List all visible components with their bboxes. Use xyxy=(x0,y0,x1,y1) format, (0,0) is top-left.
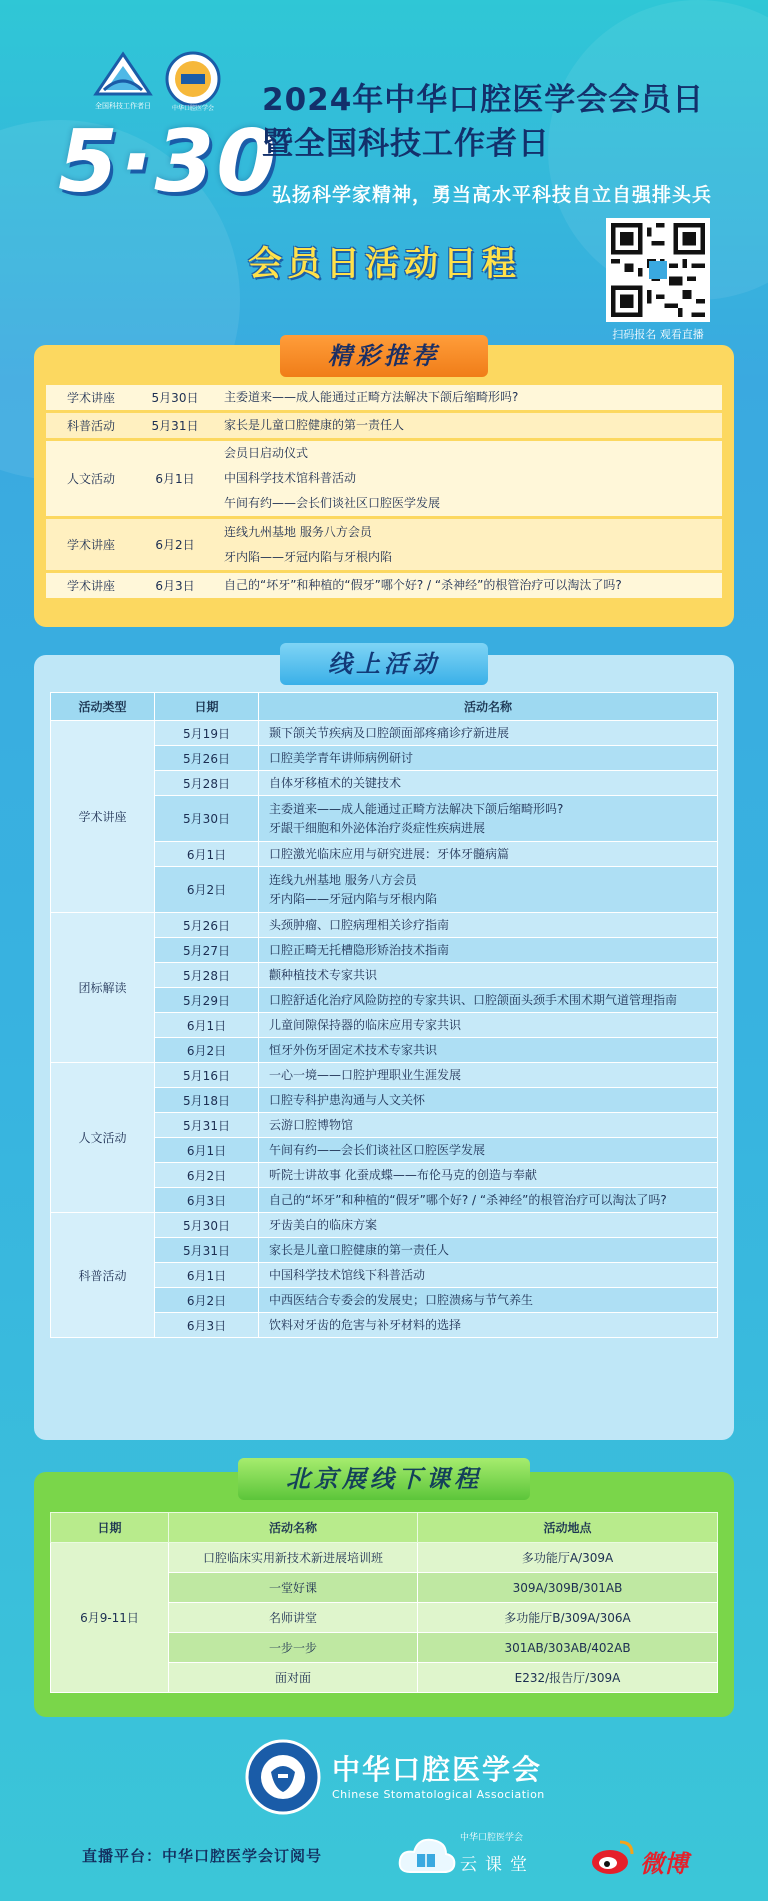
activity-name-cell xyxy=(259,1088,718,1113)
activity-date: 6月3日 xyxy=(155,1188,259,1213)
activity-date: 6月1日 xyxy=(136,440,214,518)
course-location: 301AB/303AB/402AB xyxy=(418,1633,718,1663)
table-row xyxy=(51,1543,718,1573)
activity-name: 主委道来——成人能通过正畸方法解决下颌后缩畸形吗? xyxy=(269,801,564,816)
activity-name-cell xyxy=(259,1138,718,1163)
science-workers-day-logo xyxy=(90,50,156,112)
featured-row xyxy=(46,440,722,518)
activity-date: 5月30日 xyxy=(155,1213,259,1238)
activity-name: 口腔正畸无托槽隐形矫治技术指南 xyxy=(269,942,450,957)
featured-table xyxy=(46,385,722,601)
activity-name-cell xyxy=(214,518,722,572)
column-header-type: 活动类型 xyxy=(51,693,155,721)
activity-name-cell xyxy=(259,746,718,771)
activity-date: 5月30日 xyxy=(155,796,259,842)
activity-name-cell xyxy=(259,867,718,913)
activity-date: 5月18日 xyxy=(155,1088,259,1113)
featured-title: 精彩推荐 xyxy=(280,335,488,377)
live-platform-text: 直播平台：中华口腔医学会订阅号 xyxy=(82,1847,323,1865)
activity-name-cell xyxy=(259,721,718,746)
course-name: 名师讲堂 xyxy=(169,1603,418,1633)
activity-name-cell xyxy=(259,842,718,867)
activity-name-cell xyxy=(259,1113,718,1138)
activity-name: 中国科学技术馆线下科普活动 xyxy=(269,1267,426,1282)
activity-date: 5月31日 xyxy=(136,412,214,440)
activity-category: 科普活动 xyxy=(51,1213,155,1338)
svg-text:全国科技工作者日: 全国科技工作者日 xyxy=(95,102,151,110)
qr-code-icon xyxy=(611,223,705,317)
activity-name-cell xyxy=(259,988,718,1013)
activity-date: 5月26日 xyxy=(155,746,259,771)
activity-name-cell xyxy=(214,440,722,518)
course-location: 309A/309B/301AB xyxy=(418,1573,718,1603)
activity-name: 饮料对牙齿的危害与补牙材料的选择 xyxy=(269,1317,462,1332)
column-header-name: 活动名称 xyxy=(259,693,718,721)
activity-name: 牙内陷——牙冠内陷与牙根内陷 xyxy=(224,549,393,564)
activity-date: 6月2日 xyxy=(155,867,259,913)
activity-category: 学术讲座 xyxy=(51,721,155,913)
activity-date: 5月28日 xyxy=(155,771,259,796)
schedule-title: 会员日活动日程 xyxy=(248,244,521,284)
online-panel xyxy=(34,650,734,1440)
registration-qr-code[interactable] xyxy=(606,218,710,322)
csa-member-day-logo xyxy=(162,50,224,112)
course-name: 一步一步 xyxy=(169,1633,418,1663)
cloud-classroom-icon[interactable] xyxy=(396,1832,456,1880)
activity-name-cell xyxy=(259,796,718,842)
activity-name: 中西医结合专委会的发展史；口腔溃疡与节气养生 xyxy=(269,1292,534,1307)
featured-row xyxy=(46,412,722,440)
activity-date: 5月31日 xyxy=(155,1238,259,1263)
cloud-classroom-label[interactable]: 云课堂 xyxy=(460,1855,535,1875)
activity-name: 颞下颌关节疾病及口腔颌面部疼痛诊疗新进展 xyxy=(269,725,510,740)
activity-date: 5月31日 xyxy=(155,1113,259,1138)
activity-name-cell xyxy=(214,385,722,412)
activity-name-cell xyxy=(259,1238,718,1263)
activity-name: 口腔激光临床应用与研究进展：牙体牙髓病篇 xyxy=(269,846,510,861)
activity-type: 科普活动 xyxy=(46,412,136,440)
activity-name-cell xyxy=(259,1063,718,1088)
activity-name-cell xyxy=(214,572,722,600)
course-name: 面对面 xyxy=(169,1663,418,1693)
column-header-date: 日期 xyxy=(155,693,259,721)
activity-name: 家长是儿童口腔健康的第一责任人 xyxy=(224,418,405,432)
activity-date: 6月1日 xyxy=(155,842,259,867)
activity-name-cell xyxy=(259,938,718,963)
activity-name-cell xyxy=(214,412,722,440)
activity-date: 6月1日 xyxy=(155,1013,259,1038)
activity-name: 会员日启动仪式 xyxy=(224,446,309,460)
activity-name-cell xyxy=(259,1013,718,1038)
activity-name: 牙龈干细胞和外泌体治疗炎症性疾病进展 xyxy=(269,820,486,835)
online-table xyxy=(50,692,718,1338)
association-name-cn: 中华口腔医学会 xyxy=(332,1753,543,1786)
activity-name: 口腔舒适化治疗风险防控的专家共识、口腔颌面头颈手术围术期气道管理指南 xyxy=(269,992,678,1007)
activity-category: 人文活动 xyxy=(51,1063,155,1213)
column-header-date: 日期 xyxy=(51,1513,169,1543)
course-location: E232/报告厅/309A xyxy=(418,1663,718,1693)
course-name: 口腔临床实用新技术新进展培训班 xyxy=(169,1543,418,1573)
activity-name: 午间有约——会长们谈社区口腔医学发展 xyxy=(224,496,441,510)
course-location: 多功能厅B/309A/306A xyxy=(418,1603,718,1633)
activity-date: 6月2日 xyxy=(155,1288,259,1313)
course-name: 一堂好课 xyxy=(169,1573,418,1603)
activity-name-cell xyxy=(259,1188,718,1213)
activity-name: 一心一境——口腔护理职业生涯发展 xyxy=(269,1067,462,1082)
activity-name: 连线九州基地 服务八方会员 xyxy=(224,524,372,539)
activity-date: 5月30日 xyxy=(136,385,214,412)
csa-emblem-icon xyxy=(244,1738,322,1816)
weibo-label[interactable]: 微博 xyxy=(640,1850,688,1878)
featured-panel xyxy=(34,342,734,627)
activity-type: 学术讲座 xyxy=(46,572,136,600)
svg-text:中华口腔医学会: 中华口腔医学会 xyxy=(171,105,215,112)
event-slogan: 弘扬科学家精神，勇当高水平科技自立自强排头兵 xyxy=(272,184,713,206)
activity-name: 头颈肿瘤、口腔病理相关诊疗指南 xyxy=(269,917,450,932)
activity-name: 连线九州基地 服务八方会员 xyxy=(269,872,417,887)
activity-date: 6月2日 xyxy=(155,1038,259,1063)
weibo-icon[interactable] xyxy=(590,1838,634,1876)
offline-panel xyxy=(34,1465,734,1717)
activity-name-cell xyxy=(259,1313,718,1338)
activity-name-cell xyxy=(259,913,718,938)
activity-name: 颧种植技术专家共识 xyxy=(269,967,378,982)
event-title-line1: 2024年中华口腔医学会会员日 xyxy=(262,82,705,118)
activity-name-cell xyxy=(259,1213,718,1238)
activity-name: 午间有约——会长们谈社区口腔医学发展 xyxy=(269,1142,486,1157)
activity-date: 6月1日 xyxy=(155,1138,259,1163)
activity-name: 家长是儿童口腔健康的第一责任人 xyxy=(269,1242,450,1257)
activity-name: 中国科学技术馆科普活动 xyxy=(224,471,357,485)
activity-name-cell xyxy=(259,771,718,796)
table-row xyxy=(51,913,718,938)
activity-type: 学术讲座 xyxy=(46,518,136,572)
featured-row xyxy=(46,518,722,572)
activity-name-cell xyxy=(259,1163,718,1188)
table-row xyxy=(51,721,718,746)
cloud-classroom-org: 中华口腔医学会 xyxy=(460,1833,524,1843)
activity-name: 主委道来——成人能通过正畸方法解决下颌后缩畸形吗? xyxy=(224,390,519,404)
column-header-location: 活动地点 xyxy=(418,1513,718,1543)
offline-table xyxy=(50,1512,718,1693)
activity-name-cell xyxy=(259,1288,718,1313)
activity-date: 6月2日 xyxy=(136,518,214,572)
offline-title: 北京展线下课程 xyxy=(238,1458,530,1500)
activity-date: 5月16日 xyxy=(155,1063,259,1088)
table-row xyxy=(51,1213,718,1238)
activity-date: 6月3日 xyxy=(155,1313,259,1338)
activity-name: 口腔专科护患沟通与人文关怀 xyxy=(269,1092,426,1107)
activity-name-cell xyxy=(259,1038,718,1063)
activity-name: 听院士讲故事 化蚕成蝶——布伦马克的创造与奉献 xyxy=(269,1167,537,1182)
event-date-5-30: 5·30 xyxy=(58,112,279,212)
activity-name: 口腔美学青年讲师病例研讨 xyxy=(269,750,414,765)
activity-type: 人文活动 xyxy=(46,440,136,518)
activity-date: 6月2日 xyxy=(155,1163,259,1188)
activity-name-cell xyxy=(259,1263,718,1288)
activity-date: 5月28日 xyxy=(155,963,259,988)
activity-date: 6月1日 xyxy=(155,1263,259,1288)
activity-date: 5月26日 xyxy=(155,913,259,938)
featured-row xyxy=(46,572,722,600)
poster-header xyxy=(0,0,768,350)
activity-date: 5月29日 xyxy=(155,988,259,1013)
activity-date: 5月27日 xyxy=(155,938,259,963)
column-header-name: 活动名称 xyxy=(169,1513,418,1543)
activity-date: 6月3日 xyxy=(136,572,214,600)
activity-name: 牙齿美白的临床方案 xyxy=(269,1217,378,1232)
activity-date: 5月19日 xyxy=(155,721,259,746)
activity-name: 自己的“坏牙”和种植的“假牙”哪个好? / “杀神经”的根管治疗可以淘汰了吗? xyxy=(224,578,622,592)
activity-name: 儿童间隙保持器的临床应用专家共识 xyxy=(269,1017,462,1032)
event-title-line2: 暨全国科技工作者日 xyxy=(262,126,550,162)
course-location: 多功能厅A/309A xyxy=(418,1543,718,1573)
activity-category: 团标解读 xyxy=(51,913,155,1063)
activity-name: 恒牙外伤牙固定术技术专家共识 xyxy=(269,1042,438,1057)
featured-row xyxy=(46,385,722,412)
online-title: 线上活动 xyxy=(280,643,488,685)
qr-caption: 扫码报名 观看直播 xyxy=(612,328,704,341)
activity-name: 自己的“坏牙”和种植的“假牙”哪个好? / “杀神经”的根管治疗可以淘汰了吗? xyxy=(269,1192,667,1207)
activity-name: 云游口腔博物馆 xyxy=(269,1117,354,1132)
activity-name: 牙内陷——牙冠内陷与牙根内陷 xyxy=(269,891,438,906)
association-name-en: Chinese Stomatological Association xyxy=(332,1788,545,1801)
table-row xyxy=(51,1063,718,1088)
course-date: 6月9-11日 xyxy=(51,1543,169,1693)
activity-name-cell xyxy=(259,963,718,988)
activity-type: 学术讲座 xyxy=(46,385,136,412)
activity-name: 自体牙移植术的关键技术 xyxy=(269,775,402,790)
